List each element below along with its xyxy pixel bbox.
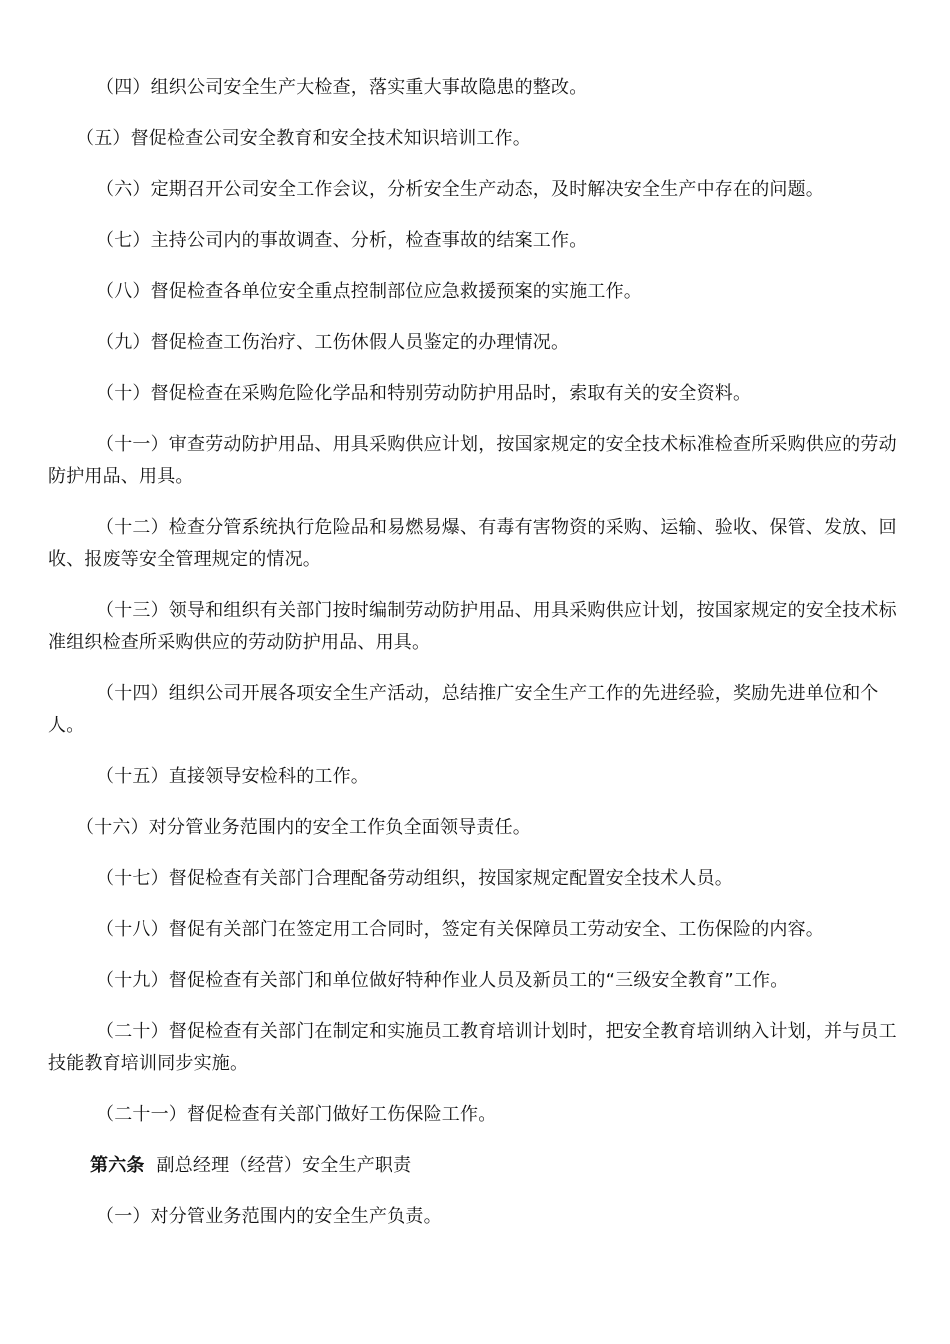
paragraph-7: （七）主持公司内的事故调查、分析，检查事故的结案工作。 [96,230,588,251]
paragraph-article6-1: （一）对分管业务范围内的安全生产负责。 [96,1206,442,1227]
paragraph-11: （十一）审查劳动防护用品、用具采购供应计划，按国家规定的安全技术标准检查所采购供应的劳动防护用品、用具。 [48,434,897,487]
paragraph-19: （十九）督促检查有关部门和单位做好特种作业人员及新员工的“三级安全教育”工作。 [96,970,789,991]
paragraph-15: （十五）直接领导安检科的工作。 [96,766,369,787]
paragraph-16: （十六）对分管业务范围内的安全工作负全面领导责任。 [76,817,531,838]
paragraph-5: （五）督促检查公司安全教育和安全技术知识培训工作。 [76,128,531,149]
article-number: 第六条 [90,1155,145,1176]
paragraph-6: （六）定期召开公司安全工作会议，分析安全生产动态，及时解决安全生产中存在的问题。 [96,179,824,200]
paragraph-18: （十八）督促有关部门在签定用工合同时，签定有关保障员工劳动安全、工伤保险的内容。 [96,919,824,940]
article-title: 副总经理（经营）安全生产职责 [156,1155,412,1176]
paragraph-4: （四）组织公司安全生产大检查，落实重大事故隐患的整改。 [96,77,588,98]
paragraph-9: （九）督促检查工伤治疗、工伤休假人员鉴定的办理情况。 [96,332,570,353]
paragraph-20: （二十）督促检查有关部门在制定和实施员工教育培训计划时，把安全教育培训纳入计划，并与员工技能教育培训同步实施。 [48,1021,897,1074]
paragraph-17: （十七）督促检查有关部门合理配备劳动组织，按国家规定配置安全技术人员。 [96,868,733,889]
paragraph-12: （十二）检查分管系统执行危险品和易燃易爆、有毒有害物资的采购、运输、验收、保管、发放、回收、报废等安全管理规定的情况。 [48,517,897,570]
paragraph-8: （八）督促检查各单位安全重点控制部位应急救援预案的实施工作。 [96,281,642,302]
paragraph-10: （十）督促检查在采购危险化学品和特别劳动防护用品时，索取有关的安全资料。 [96,383,752,404]
paragraph-21: （二十一）督促检查有关部门做好工伤保险工作。 [96,1104,497,1125]
article-heading [90,1150,411,1182]
paragraph-13: （十三）领导和组织有关部门按时编制劳动防护用品、用具采购供应计划，按国家规定的安全技术标准组织检查所采购供应的劳动防护用品、用具。 [48,600,897,653]
paragraph-14: （十四）组织公司开展各项安全生产活动，总结推广安全生产工作的先进经验，奖励先进单位和个人。 [48,683,879,736]
